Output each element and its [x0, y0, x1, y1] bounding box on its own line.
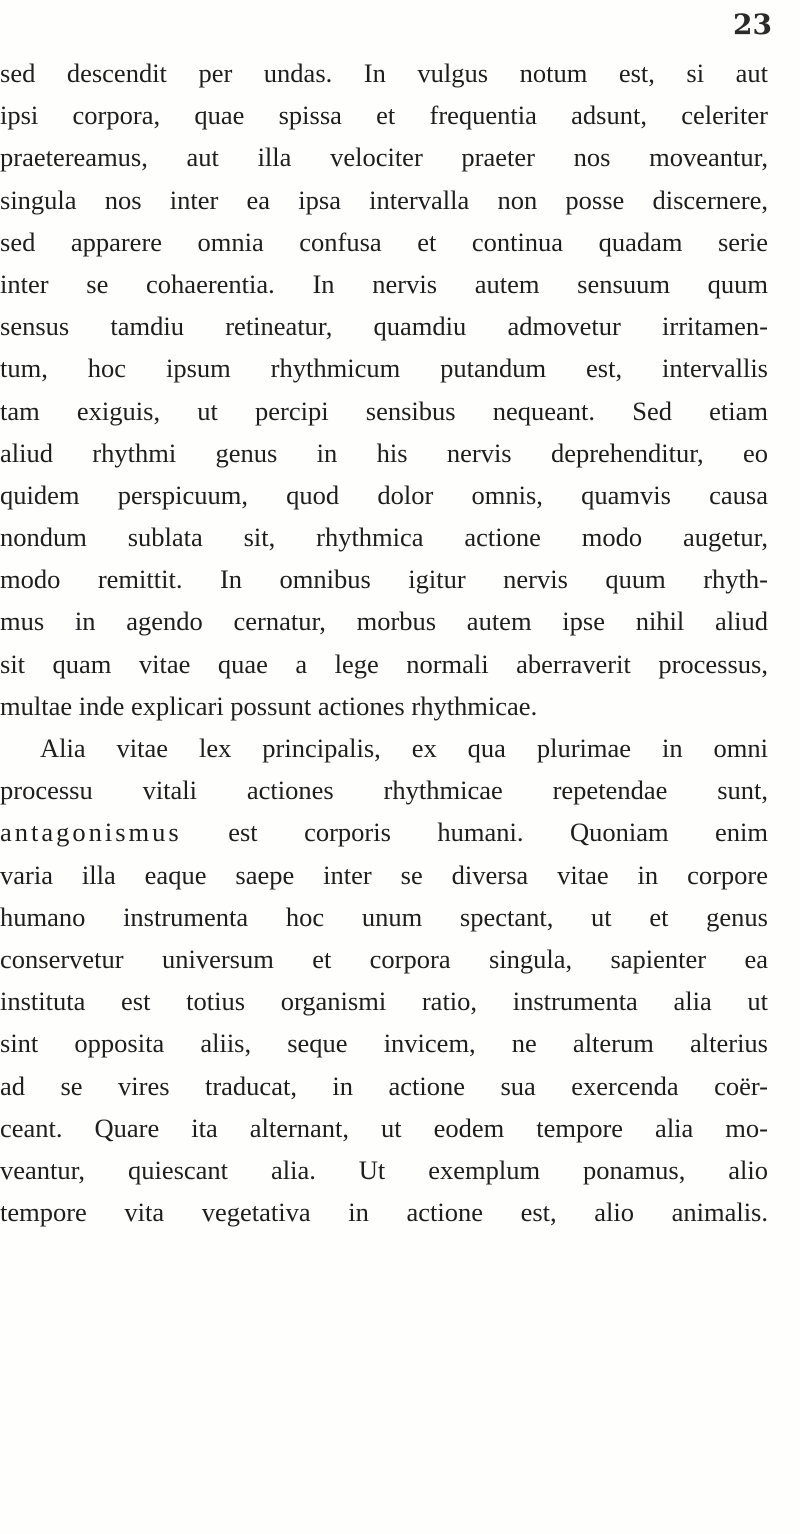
text-line: praetereamus, aut illa velociter praeter nos moveantur,	[0, 142, 768, 173]
text-line: aliud rhythmi genus in his nervis deprehenditur, eo	[0, 437, 768, 468]
page-number: 23	[733, 8, 772, 41]
text-line: tempore vita vegetativa in actione est, alio animalis.	[0, 1197, 768, 1228]
text-line	[0, 811, 768, 853]
text-line: nondum sublata sit, rhythmica actione modo augetur,	[0, 522, 768, 553]
body-text	[0, 52, 780, 1233]
text-line: quidem perspicuum, quod dolor omnis, quamvis causa	[0, 479, 768, 510]
text-line: veantur, quiescant alia. Ut exemplum ponamus, alio	[0, 1154, 768, 1185]
text-line: Alia vitae lex principalis, ex qua plurimae in omni	[40, 733, 768, 763]
text-line: tum, hoc ipsum rhythmicum putandum est, intervallis	[0, 353, 768, 384]
text-line: conservetur universum et corpora singula, sapienter ea	[0, 943, 768, 974]
text-line: sint opposita aliis, seque invicem, ne alterum alterius	[0, 1028, 768, 1059]
text-line: sed descendit per undas. In vulgus notum est, si aut	[0, 58, 768, 88]
text-line: sensus tamdiu retineatur, quamdiu admovetur irritamen-	[0, 311, 768, 342]
text-fragment: est corporis humani. Quoniam enim	[228, 817, 769, 848]
text-line: modo remittit. In omnibus igitur nervis quum rhyth-	[0, 564, 768, 595]
text-line: sit quam vitae quae a lege normali aberraverit processus,	[0, 648, 768, 679]
text-line: varia illa eaque saepe inter se diversa vitae in corpore	[0, 859, 768, 890]
text-line: processu vitali actiones rhythmicae repetendae sunt,	[0, 775, 768, 806]
text-line: humano instrumenta hoc unum spectant, ut et genus	[0, 901, 768, 932]
text-line: ad se vires traducat, in actione sua exercenda coër-	[0, 1070, 768, 1101]
text-line: multae inde explicari possunt actiones rhythmicae.	[0, 690, 538, 721]
text-line: instituta est totius organismi ratio, instrumenta alia ut	[0, 986, 768, 1017]
text-line: sed apparere omnia confusa et continua quadam serie	[0, 226, 768, 257]
text-line: ceant. Quare ita alternant, ut eodem tempore alia mo-	[0, 1112, 768, 1143]
text-line: ipsi corpora, quae spissa et frequentia adsunt, celeriter	[0, 100, 768, 131]
text-line: singula nos inter ea ipsa intervalla non posse discernere,	[0, 184, 768, 215]
text-line: tam exiguis, ut percipi sensibus nequeant. Sed etiam	[0, 395, 768, 426]
emphasized-term: antagonismus	[0, 817, 182, 848]
text-line: mus in agendo cernatur, morbus autem ipse nihil aliud	[0, 606, 768, 637]
text-line: inter se cohaerentia. In nervis autem sensuum quum	[0, 268, 768, 299]
